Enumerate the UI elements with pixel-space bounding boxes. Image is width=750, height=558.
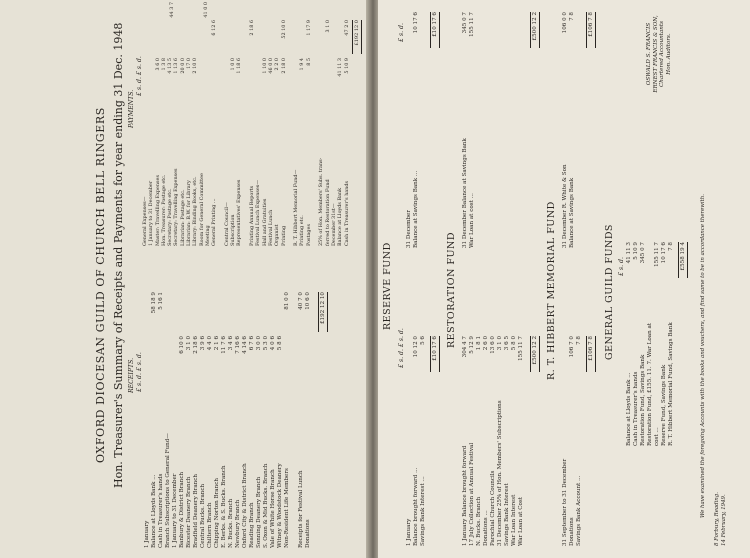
payment-amount: 2 10 0 [192,58,199,74]
payment-line: Printing Annual Reports [249,185,256,246]
restoration-amount: 13 6 0 [490,336,496,354]
payment-amount: 1 3 8 [160,58,167,71]
payment-amount: 2 18 6 [249,20,256,36]
hibbert-line: Balance at Savings Bank [569,177,575,248]
payment-line: Hall and Gratuities [261,198,268,246]
address-line: 14 February, 1949. [720,494,727,546]
restoration-amount: 2 6 0 [483,336,489,351]
payment-line: Library: Binding Books, etc. [192,176,199,246]
restoration-right-lines [462,68,476,248]
payment-line: R. T. Hibbert Memorial Fund— [293,169,300,246]
receipt-amount: 81 0 0 [284,292,290,310]
reserve-amount [406,336,413,372]
payment-amount: 3 6 0 [154,58,161,71]
reserve-fund-title: RESERVE FUND [382,242,393,330]
receipt-amount [158,336,165,376]
payment-amount: 1 18 6 [236,58,243,74]
receipt-amount [242,292,249,332]
payment-line: Balance at Lloyds Bank [337,187,344,246]
signatory-line: ERNEST FRANCIS & SON, [652,15,659,93]
hibbert-line: Donations [569,517,575,546]
payment-amount: 1 0 0 [230,58,237,71]
receipt-line: Chipping Norton Branch [214,478,220,548]
reserve-right-col [406,12,420,48]
receipt-amount: 2 1 6 [214,336,220,351]
receipt-amount: 5 8 6 [277,336,283,351]
receipts-lines [144,378,312,548]
hibbert-line: Savings Bank Account ... [576,475,582,546]
receipt-line: N. Bucks. Branch [228,498,234,548]
restoration-amount: 5 8 0 [511,336,517,351]
receipt-amount [186,292,193,332]
general-funds-lines [626,276,675,446]
payment-line: General Printing ... [211,198,218,246]
receipt-line: Vale of White Horse Branch [270,469,276,548]
receipt-amount [214,292,221,332]
hibbert-left-lines [562,376,583,546]
payment-line: Festival Lunch Expenses— [255,179,262,246]
signatory-line: Hon. Auditors. [665,33,672,75]
receipt-amount [263,292,270,332]
general-funds-col [626,242,675,278]
payment-amount: 1 10 0 [261,58,268,74]
receipt-amount [277,292,284,332]
receipt-amount [207,292,214,332]
hibbert-amount: 106 0 0 [562,12,568,34]
payment-line: 25% of Hon. Members' Subs. trans- [318,157,325,246]
payment-amount: 2 18 0 [280,58,287,74]
receipt-amount [172,336,179,376]
receipt-amount [256,292,263,332]
restoration-left-col [462,336,525,372]
payment-line: Central Council— [223,202,230,246]
receipt-amount: 4 4 0 [207,336,213,351]
general-funds-total: £558 19 4 [678,242,688,278]
hibbert-amount [562,336,569,372]
general-fund-line: Cash in Treasurer's hands [633,371,639,446]
general-fund-amount: 345 0 7 [640,242,646,264]
receipt-line: Non-Resident Life Members [284,468,290,548]
payment-amount: 46 0 0 [267,58,274,74]
restoration-left-total: £500 12 2 [530,336,540,372]
payment-line: 1 January to 31 December [148,180,155,246]
payment-amount: 4 13 5 [167,58,174,74]
receipt-amount [144,336,151,376]
reserve-amount: 5 6 [420,336,426,345]
hibbert-amount: 106 7 0 [569,336,575,358]
general-fund-amount: 10 17 6 [661,242,667,264]
receipt-line [291,378,298,548]
right-page [378,0,750,558]
receipt-line: E. Berks. & S. Bucks. Branch [221,465,227,548]
payment-line: Postages [305,224,312,246]
receipt-amount [193,292,200,332]
reserve-line: 31 December [406,209,412,248]
restoration-amount: 155 11 7 [518,336,524,361]
audit-statement: We have examined the foregoing Accounts with the books and vouchers, and find same to be in accordance therewith. [700,194,706,518]
reserve-line: Balance at Savings Bank ... [413,170,419,248]
payment-line: Meeting [204,225,211,246]
payment-line: Festival Lunch [267,209,274,246]
restoration-line: Savings Bank Interest [504,483,510,546]
restoration-line: War Loan at Cost [518,497,524,546]
receipt-line: Newbury Branch [235,499,241,548]
receipt-amount: 3 9 6 [200,336,206,351]
restoration-amount: 345 0 7 [462,12,468,34]
hibbert-fund-title: R. T. HIBBERT MEMORIAL FUND [546,201,557,380]
audit-address [714,492,727,546]
restoration-line: War Loan at cost ... [469,193,475,248]
restoration-amount: 1 8 1 [476,336,482,351]
reserve-line: Balance brought forward ... [413,467,419,546]
receipt-amount: 10 6 0 [305,292,311,310]
receipt-line: S. Oxon & Mid Bucks. Branch [263,463,269,548]
receipts-heading: RECEIPTS. [128,357,135,393]
reserve-line: 1 January [406,518,412,546]
payment-line: Master: Travelling Expenses [154,175,161,246]
restoration-line: 31 December 25% of Hon. Members' Subscriptions [497,400,503,546]
payment-line: Printing etc. [299,215,306,246]
receipt-line: Balance at Lloyds Bank ... [151,474,157,548]
receipts-currency-header: £ s. d. £ s. d. [136,352,143,392]
hibbert-amount: 7 8 [576,336,582,345]
payment-line: Cash in Treasurer's hands [343,180,350,246]
payment-amount: 1 17 9 [305,20,312,36]
general-funds-header: £ s. d. [618,257,625,276]
payment-amount: 2 2 0 [274,58,281,71]
restoration-left-lines [462,376,525,546]
receipt-line: Reading Branch [249,502,255,548]
reserve-line: Savings Bank Interest ... [420,476,426,546]
page-title: OXFORD DIOCESAN GUILD OF CHURCH BELL RINGERS [94,107,107,463]
restoration-line: War Loan Interest [511,494,517,546]
receipt-amount: 58 18 9 [151,292,157,314]
reserve-left-total: £10 17 6 [430,336,440,372]
payment-line: December 31st— [330,203,337,246]
receipt-line: Witney & Woodstock Deanery [277,463,283,548]
hibbert-amount: 7 8 [569,12,575,21]
reserve-amount: 10 12 0 [413,336,419,358]
payments-col2b [155,2,223,18]
receipt-line: Bicester Deanery Branch [186,476,192,548]
receipt-line: Receipts for Festival Lunch [298,470,304,548]
restoration-amount: 3 1 0 [497,336,503,351]
hibbert-left-total: £106 7 8 [586,336,596,372]
general-fund-line: Restoration Fund, Savings Bank [640,354,646,446]
general-fund-amount: 7 8 [668,242,674,251]
receipt-amount [235,292,242,332]
restoration-right-total: £500 12 2 [530,12,540,48]
page-subtitle: Hon. Treasurer's Summary of Receipts and Payments for year ending 31 Dec. 1948 [112,22,125,488]
receipt-amount [200,292,207,332]
reserve-amount [406,12,413,48]
payment-amount: 5 10 9 [343,58,350,74]
restoration-line: Donations ... [483,510,489,546]
payment-line: Printing [280,225,287,246]
receipt-amount [291,292,298,332]
receipt-line: Donations [305,519,311,548]
payment-line: Secretary: Postage etc. [167,188,174,246]
payment-line: General Expenses— [142,196,148,246]
payment-line: Librarian: B.W. for Library [186,180,193,246]
receipt-amount: 3 4 6 [228,336,234,351]
payment-line: Hon. Treasurer: Postage etc. [160,174,167,246]
payment-amount: 6 12 6 [211,20,218,36]
general-fund-amount: 155 11 7 [654,242,660,267]
general-fund-line: cost ... [654,427,660,446]
address-line: 8 Forbury, Reading. [714,492,720,546]
restoration-fund-title: RESTORATION FUND [446,232,457,348]
receipts-col1 [144,336,284,376]
payment-amount: 47 2 0 [343,20,350,36]
restoration-line: N. Bucks. Branch [476,496,482,546]
payments-total: £192 12 0 [352,20,362,54]
payment-amount: 1 9 4 [299,58,306,71]
restoration-amount: 304 4 7 [462,336,468,358]
payment-line: Secretary: Travelling Expenses [173,168,180,246]
receipt-line: Chiltern Branch [207,502,213,548]
receipt-amount: 3 1 0 [186,336,192,351]
payments-currency-header: £ s. d. £ s. d. [136,56,143,96]
payment-amount: 17 0 [186,58,193,69]
restoration-line: 31 December Balance at Savings Bank [462,138,468,248]
receipt-amount: 5 16 1 [158,292,164,310]
receipt-amount [144,292,151,332]
payment-line: Subscription [230,214,237,246]
receipt-amount [165,336,172,376]
receipts-col2 [144,292,312,332]
general-fund-amount [647,242,654,278]
general-fund-amount: 41 11 3 [626,242,632,264]
receipt-amount [165,292,172,332]
signatory-line: Chartered Accountants [659,21,666,87]
audit-signatories [646,6,672,102]
receipts-total: £192 12 10 [318,292,328,332]
reserve-right-header: £ s. d. [398,23,405,42]
hibbert-line: 31 September to 31 December [562,458,568,546]
reserve-right-lines [406,68,420,248]
receipt-line: Branch Subscriptions to General Fund— [165,433,171,548]
payment-amount: 1 13 6 [173,58,180,74]
receipt-amount: 4 14 6 [242,336,248,354]
receipt-amount: 6 7 6 [249,336,255,351]
restoration-line: 1 January Balance brought forward [462,445,468,546]
restoration-line: 17 July Collection at Annual Festival [469,442,475,546]
payment-amount: 52 10 0 [280,20,287,39]
payment-amount: 20 0 0 [179,58,186,74]
hibbert-right-lines [562,68,576,248]
receipt-amount: 4 0 6 [270,336,276,351]
payment-line: Representatives' Expenses [236,179,243,246]
receipt-line: Banbury & District Branch [179,471,185,548]
reserve-left-col [406,336,427,372]
receipt-line: Central Bucks. Branch [200,483,206,548]
payment-amount: 3 1 0 [324,20,331,33]
receipt-amount: 7 16 6 [235,336,241,354]
receipt-line: 1 January [144,520,150,548]
payment-subtotal: 41 0 0 [203,2,209,18]
hibbert-left-col [562,336,583,372]
general-fund-amount: 5 10 9 [633,242,639,260]
general-fund-line: R. T. Hibbert Memorial Fund, Savings Bank [668,322,674,446]
receipt-amount [151,336,158,376]
reserve-amount: 10 17 6 [413,12,419,34]
payment-line: ferred to Restoration Fund [324,179,331,246]
payments-lines [142,96,350,246]
receipt-line: 1 January to 31 December [172,473,178,548]
receipt-amount: 11 7 6 [221,336,227,354]
payment-line: Librarian: Postage etc. [179,189,186,246]
payments-col2 [142,20,350,54]
receipt-amount [249,292,256,332]
payment-line: Room for General Committee [198,173,205,246]
receipt-amount: 2 18 6 [193,336,199,354]
general-fund-line: Balance at Lloyds Bank ... [626,372,632,446]
payment-subtotal: 44 3 7 [169,2,175,18]
hibbert-right-col [562,12,576,48]
receipt-amount [179,292,186,332]
receipt-line: Oxford City & District Branch [242,463,248,548]
receipt-line: Bradfield Deanery Branch [193,473,199,548]
restoration-line: Parochial Church Councils [490,470,496,546]
receipt-amount: 3 0 0 [256,336,262,351]
restoration-amount: 155 11 7 [469,12,475,37]
reserve-left-lines [406,376,427,546]
right-page-content [378,0,750,558]
receipt-amount: 40 7 0 [298,292,304,310]
restoration-right-col [462,12,476,48]
restoration-amount: 3 6 5 [504,336,510,351]
left-page-content [0,0,368,558]
payments-heading: PAYMENTS. [128,89,135,128]
payments-col1 [142,58,350,96]
receipt-amount: 6 10 0 [179,336,185,354]
receipt-line: Cash in Treasurer's hands [158,473,164,548]
payment-amount: 8 5 [305,58,312,66]
receipt-amount [270,292,277,332]
reserve-left-header: £ s. d. £ s. d. [398,328,405,368]
restoration-amount: 5 12 9 [469,336,475,354]
general-fund-line: Reserve Fund, Savings Bank [661,364,667,446]
payment-amount: 41 11 3 [337,58,344,77]
receipt-amount [221,292,228,332]
hibbert-right-total: £106 7 8 [586,12,596,48]
signatory-line: OSWALD S. FRANCIS [646,22,652,86]
receipt-amount [172,292,179,332]
general-funds-title: GENERAL GUILD FUNDS [604,224,615,360]
payment-line: Organist [274,224,281,246]
receipt-amount [228,292,235,332]
receipt-amount: 5 3 0 [263,336,269,351]
general-fund-line: Restoration Fund, £155. 11. 7. War Loan at [647,322,653,446]
reserve-right-total: £10 17 6 [430,12,440,48]
left-page [0,0,368,558]
receipt-line: Sonning Deanery Branch [256,476,262,548]
hibbert-line: 31 December R. White & Son [562,164,568,248]
